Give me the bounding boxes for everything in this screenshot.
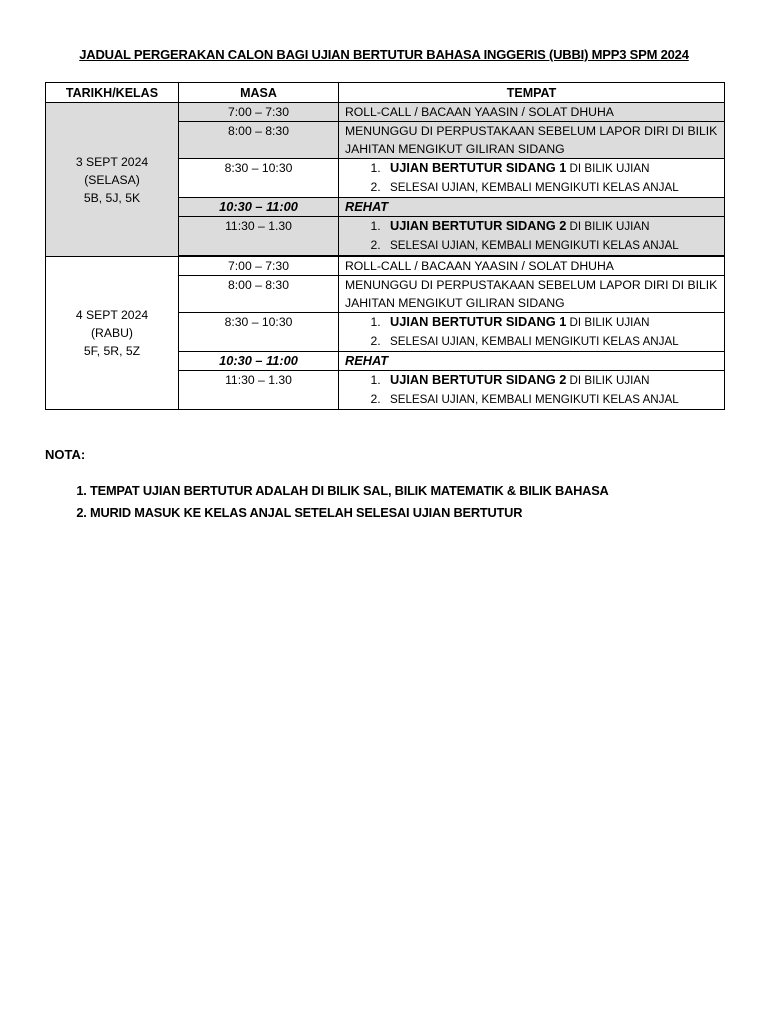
list-item-text: SELESAI UJIAN, KEMBALI MENGIKUTI KELAS ANJAL <box>390 335 679 348</box>
list-item-text: SELESAI UJIAN, KEMBALI MENGIKUTI KELAS ANJAL <box>390 181 679 194</box>
list-item-bold: UJIAN BERTUTUR SIDANG 1 <box>390 160 567 175</box>
list-item-text: SELESAI UJIAN, KEMBALI MENGIKUTI KELAS ANJAL <box>390 393 679 406</box>
list-item-bold: UJIAN BERTUTUR SIDANG 2 <box>390 372 567 387</box>
tempat-cell <box>339 217 725 256</box>
header-masa: MASA <box>179 83 339 103</box>
list-item-text: SELESAI UJIAN, KEMBALI MENGIKUTI KELAS ANJAL <box>390 239 679 252</box>
header-tarikh-kelas: TARIKH/KELAS <box>46 83 179 103</box>
tempat-list <box>339 159 724 197</box>
day-line: (RABU) <box>91 326 133 340</box>
tempat-cell: ROLL-CALL / BACAAN YAASIN / SOLAT DHUHA <box>339 103 725 122</box>
day-line: (SELASA) <box>84 172 140 187</box>
masa-cell: 11:30 – 1.30 <box>179 371 339 410</box>
list-item-text: DI BILIK UJIAN <box>566 220 650 233</box>
tempat-cell: MENUNGGU DI PERPUSTAKAAN SEBELUM LAPOR DIRI DI BILIK JAHITAN MENGIKUT GILIRAN SIDANG <box>339 122 725 159</box>
tempat-cell: MENUNGGU DI PERPUSTAKAAN SEBELUM LAPOR DIRI DI BILIK JAHITAN MENGIKUT GILIRAN SIDANG <box>339 276 725 313</box>
tempat-cell <box>339 159 725 198</box>
tempat-list <box>339 217 724 255</box>
masa-cell: 7:00 – 7:30 <box>179 257 339 276</box>
tempat-cell <box>339 371 725 410</box>
table-header-row <box>46 83 725 103</box>
list-item-bold: UJIAN BERTUTUR SIDANG 1 <box>390 314 567 329</box>
header-tempat: TEMPAT <box>339 83 725 103</box>
table-row <box>46 257 725 276</box>
list-item <box>384 178 724 197</box>
notes-list <box>45 480 768 523</box>
list-item <box>384 217 724 236</box>
date-line: 3 SEPT 2024 <box>75 154 149 169</box>
tempat-cell <box>339 313 725 352</box>
list-item-bold: UJIAN BERTUTUR SIDANG 2 <box>390 218 567 233</box>
list-item <box>384 236 724 255</box>
masa-cell: 8:30 – 10:30 <box>179 313 339 352</box>
masa-cell: 10:30 – 11:00 <box>179 198 339 217</box>
masa-cell: 8:00 – 8:30 <box>179 122 339 159</box>
schedule-table <box>45 82 725 410</box>
list-item <box>384 390 724 409</box>
tempat-list <box>339 313 724 351</box>
note-item: 1. TEMPAT UJIAN BERTUTUR ADALAH DI BILIK SAL, BILIK MATEMATIK & BILIK BAHASA <box>90 480 768 502</box>
tempat-list <box>339 371 724 409</box>
list-item <box>384 313 724 332</box>
list-item <box>384 159 724 178</box>
list-item-text: DI BILIK UJIAN <box>566 316 650 329</box>
classes-line: 5B, 5J, 5K <box>83 190 141 205</box>
tempat-cell: ROLL-CALL / BACAAN YAASIN / SOLAT DHUHA <box>339 257 725 276</box>
document-title: JADUAL PERGERAKAN CALON BAGI UJIAN BERTUTUR BAHASA INGGERIS (UBBI) MPP3 SPM 2024 <box>79 47 689 62</box>
list-item-text: DI BILIK UJIAN <box>566 162 650 175</box>
list-item-text: DI BILIK UJIAN <box>566 374 650 387</box>
notes-label: NOTA: <box>45 447 86 462</box>
date-cell <box>46 257 179 410</box>
date-line: 4 SEPT 2024 <box>75 308 149 322</box>
masa-cell: 8:30 – 10:30 <box>179 159 339 198</box>
tempat-cell: REHAT <box>339 198 725 217</box>
classes-line: 5F, 5R, 5Z <box>83 344 141 358</box>
note-item: 2. MURID MASUK KE KELAS ANJAL SETELAH SELESAI UJIAN BERTUTUR <box>90 502 768 524</box>
masa-cell: 10:30 – 11:00 <box>179 352 339 371</box>
tempat-cell: REHAT <box>339 352 725 371</box>
masa-cell: 7:00 – 7:30 <box>179 103 339 122</box>
table-row <box>46 103 725 122</box>
date-cell <box>46 103 179 257</box>
masa-cell: 11:30 – 1.30 <box>179 217 339 256</box>
list-item <box>384 332 724 351</box>
masa-cell: 8:00 – 8:30 <box>179 276 339 313</box>
list-item <box>384 371 724 390</box>
